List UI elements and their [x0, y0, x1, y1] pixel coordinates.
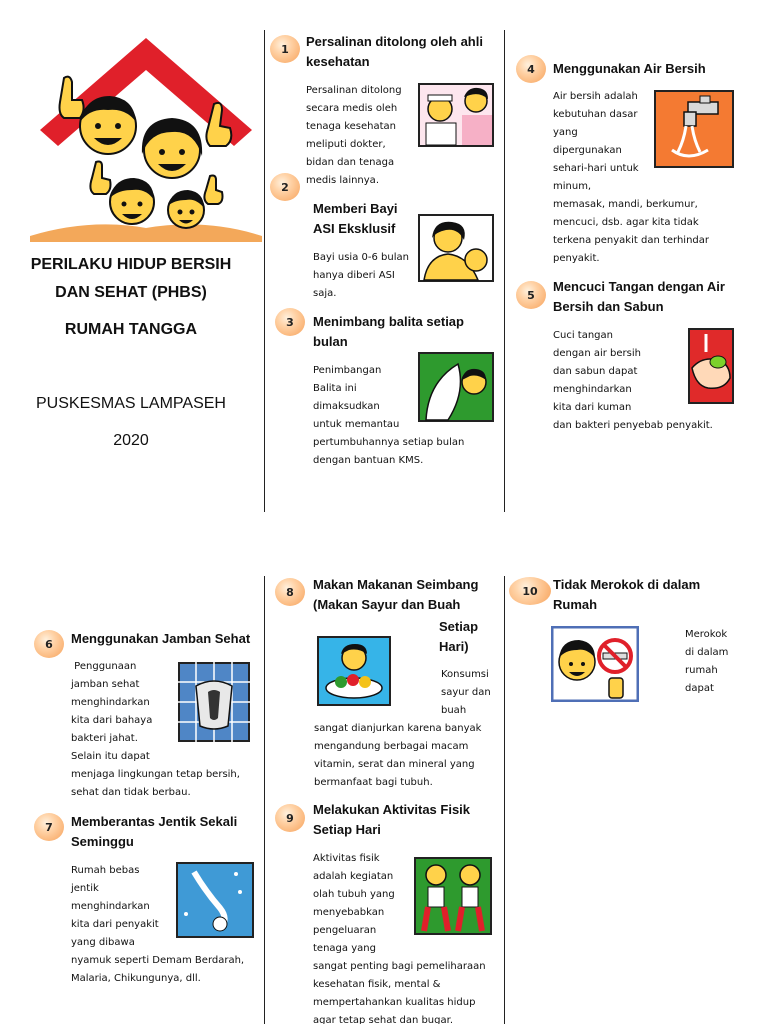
item-2-text: Bayi usia 0-6 bulan hanya diberi ASI saja. [313, 252, 409, 299]
cover-title-line-3: RUMAH TANGGA [64, 321, 198, 338]
item-1-number-badge: 1 [270, 35, 300, 63]
midwife-illustration [418, 83, 494, 147]
item-8-title-continued: Setiap Hari) [439, 619, 479, 654]
baby-weighing-illustration [418, 352, 494, 422]
item-2-number-badge: 2 [270, 173, 300, 201]
item-6-title: Menggunakan Jamban Sehat [71, 631, 251, 646]
handwashing-illustration [688, 328, 734, 404]
item-8-text: Konsumsi sayur dan buah [441, 669, 491, 716]
latrine-illustration [178, 662, 250, 742]
mosquito-larva-illustration [176, 862, 254, 938]
item-1-text: Persalinan ditolong secara medis oleh tenaga kesehatan meliputi dokter, bidan dan tenaga medis lainnya. [306, 85, 402, 186]
item-3-text: Penimbangan Balita ini dimaksudkan untuk memantau pertumbuhannya setiap bulan dengan bantuan KMS. [313, 365, 465, 466]
item-6-text: Penggunaan jamban sehat menghindarkan kita dari bahaya bakteri jahat. Selain itu dapat menjaga lingkungan tetap bersih, sehat dan tidak berbau. [71, 661, 240, 798]
item-8-text-continued: sangat dianjurkan karena banyak mengandung berbagai macam vitamin, serat dan mineral yang bermanfaat bagi tubuh. [314, 723, 482, 788]
family-house-illustration [30, 30, 262, 242]
physical-activity-illustration [414, 857, 492, 935]
item-1-title: Persalinan ditolong oleh ahli kesehatan [306, 34, 483, 69]
balanced-food-illustration [317, 636, 391, 706]
item-3-number-badge: 3 [275, 308, 305, 336]
item-9-number-badge: 9 [275, 804, 305, 832]
item-5-text: Cuci tangan dengan air bersih dan sabun dapat menghindarkan kita dari kuman dan bakteri penyebab penyakit. [553, 330, 713, 431]
item-2-title: Memberi Bayi ASI Eksklusif [313, 201, 398, 236]
cover-year: 2020 [113, 432, 149, 449]
item-4-title: Menggunakan Air Bersih [553, 61, 706, 76]
item-4-number-badge: 4 [516, 55, 546, 83]
item-5-number-badge: 5 [516, 281, 546, 309]
column-divider-1 [264, 30, 265, 512]
item-10-title: Tidak Merokok di dalam Rumah [553, 577, 701, 612]
no-smoking-illustration [551, 626, 639, 702]
item-8-number-badge: 8 [275, 578, 305, 606]
item-8-title: Makan Makanan Seimbang (Makan Sayur dan Buah [313, 577, 479, 612]
water-faucet-illustration [654, 90, 734, 168]
item-7-number-badge: 7 [34, 813, 64, 841]
column-divider-4 [504, 576, 505, 1024]
column-divider-2 [504, 30, 505, 512]
column-divider-3 [264, 576, 265, 1024]
cover-organization: PUSKESMAS LAMPASEH [36, 395, 226, 412]
item-9-text: Aktivitas fisik adalah kegiatan olah tubuh yang menyebabkan pengeluaran tenaga yang sangat penting bagi pemeliharaan kesehatan fisik, mental & mempertahankan kualitas hidup agar tetap sehat dan bugar. [313, 853, 486, 1024]
item-9-title: Melakukan Aktivitas Fisik Setiap Hari [313, 802, 471, 837]
cover-title-line-1: PERILAKU HIDUP BERSIH [30, 256, 232, 273]
item-4-text: Air bersih adalah kebutuhan dasar yang dipergunakan sehari-hari untuk minum, memasak, mandi, berkumur, mencuci, dsb. agar kita tidak terkena penyakit dan terhindar penyakit. [553, 91, 710, 264]
item-7-text: Rumah bebas jentik menghindarkan kita dari penyakit yang dibawa nyamuk seperti Demam Berdarah, Malaria, Chikungunya, dll. [71, 865, 245, 984]
item-6-number-badge: 6 [34, 630, 64, 658]
item-7-title: Memberantas Jentik Sekali Seminggu [71, 814, 238, 849]
breastfeeding-illustration [418, 214, 494, 282]
item-3-title: Menimbang balita setiap bulan [313, 314, 464, 349]
item-10-text: Merokok di dalam rumah dapat [685, 629, 729, 694]
item-5-title: Mencuci Tangan dengan Air Bersih dan Sabun [553, 279, 725, 314]
item-10-number-badge: 10 [509, 577, 551, 605]
cover-title-line-2: DAN SEHAT (PHBS) [55, 284, 207, 301]
